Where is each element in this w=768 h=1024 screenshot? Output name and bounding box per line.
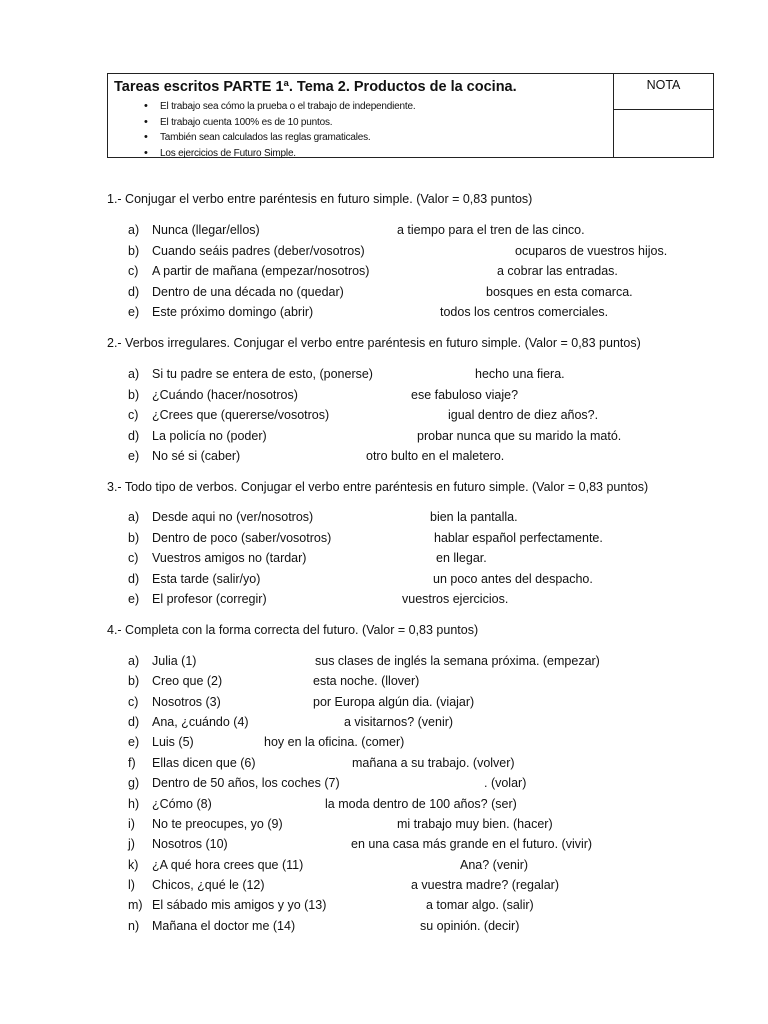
item-label: e) bbox=[128, 305, 140, 319]
item-prompt: Desde aqui no (ver/nosotros) bbox=[152, 510, 314, 524]
item-label: c) bbox=[128, 695, 139, 709]
header-table bbox=[107, 73, 714, 158]
page-title: Tareas escritos PARTE 1ª. Tema 2. Productos de la cocina. bbox=[114, 79, 517, 95]
item-prompt: Mañana el doctor me (14) bbox=[152, 919, 296, 933]
item-continuation: Ana? (venir) bbox=[460, 858, 529, 872]
item-continuation: bien la pantalla. bbox=[430, 510, 518, 524]
item-continuation: un poco antes del despacho. bbox=[433, 572, 593, 586]
item-continuation: otro bulto en el maletero. bbox=[366, 449, 505, 463]
item-prompt: Cuando seáis padres (deber/vosotros) bbox=[152, 244, 365, 258]
item-continuation: hoy en la oficina. (comer) bbox=[264, 735, 405, 749]
item-continuation: ese fabuloso viaje? bbox=[411, 388, 519, 402]
item-prompt: Chicos, ¿qué le (12) bbox=[152, 878, 265, 892]
item-prompt: Creo que (2) bbox=[152, 674, 223, 688]
item-label: a) bbox=[128, 654, 140, 668]
item-continuation: por Europa algún dia. (viajar) bbox=[313, 695, 475, 709]
item-prompt: El profesor (corregir) bbox=[152, 592, 267, 606]
item-prompt: Esta tarde (salir/yo) bbox=[152, 572, 261, 586]
exercise-title-4: 4.- Completa con la forma correcta del futuro. (Valor = 0,83 puntos) bbox=[107, 623, 479, 637]
item-label: d) bbox=[128, 429, 140, 443]
item-continuation: bosques en esta comarca. bbox=[486, 285, 633, 299]
item-prompt: Si tu padre se entera de esto, (ponerse) bbox=[152, 367, 373, 381]
item-continuation: mi trabajo muy bien. (hacer) bbox=[397, 817, 553, 831]
item-prompt: Nunca (llegar/ellos) bbox=[152, 223, 260, 237]
item-continuation: sus clases de inglés la semana próxima. (empezar) bbox=[315, 654, 600, 668]
item-label: m) bbox=[128, 898, 143, 912]
item-continuation: vuestros ejercicios. bbox=[402, 592, 509, 606]
item-prompt: Dentro de una década no (quedar) bbox=[152, 285, 344, 299]
item-continuation: ocuparos de vuestros hijos. bbox=[515, 244, 668, 258]
item-continuation: a tomar algo. (salir) bbox=[426, 898, 534, 912]
item-label: f) bbox=[128, 756, 136, 770]
item-label: l) bbox=[128, 878, 135, 892]
item-label: j) bbox=[128, 837, 135, 851]
item-label: a) bbox=[128, 223, 140, 237]
item-prompt: ¿Crees que (quererse/vosotros) bbox=[152, 408, 330, 422]
item-continuation: mañana a su trabajo. (volver) bbox=[352, 756, 515, 770]
item-label: a) bbox=[128, 367, 140, 381]
item-continuation: la moda dentro de 100 años? (ser) bbox=[325, 797, 517, 811]
item-prompt: Nosotros (10) bbox=[152, 837, 228, 851]
item-prompt: Ana, ¿cuándo (4) bbox=[152, 715, 249, 729]
item-prompt: Luis (5) bbox=[152, 735, 194, 749]
item-label: b) bbox=[128, 244, 140, 258]
item-label: c) bbox=[128, 551, 139, 565]
instructions-list bbox=[108, 99, 415, 161]
item-label: g) bbox=[128, 776, 140, 790]
item-prompt: La policía no (poder) bbox=[152, 429, 267, 443]
item-continuation: hecho una fiera. bbox=[475, 367, 565, 381]
instruction-item: • Los ejercicios de Futuro Simple. bbox=[160, 146, 415, 162]
instruction-item: • El trabajo sea cómo la prueba o el trabajo de independiente. bbox=[160, 99, 415, 115]
item-continuation: en una casa más grande en el futuro. (vivir) bbox=[351, 837, 593, 851]
item-label: k) bbox=[128, 858, 139, 872]
instruction-item: • El trabajo cuenta 100% es de 10 puntos. bbox=[160, 115, 415, 131]
item-prompt: Nosotros (3) bbox=[152, 695, 221, 709]
item-continuation: probar nunca que su marido la mató. bbox=[417, 429, 622, 443]
item-label: c) bbox=[128, 264, 139, 278]
header-instructions-cell bbox=[108, 74, 614, 157]
item-continuation: su opinión. (decir) bbox=[420, 919, 520, 933]
item-continuation: a cobrar las entradas. bbox=[497, 264, 618, 278]
exercise-title-3: 3.- Todo tipo de verbos. Conjugar el verbo entre paréntesis en futuro simple. (Valor = 0,83 puntos) bbox=[107, 480, 649, 494]
item-continuation: a visitarnos? (venir) bbox=[344, 715, 454, 729]
item-prompt: Dentro de poco (saber/vosotros) bbox=[152, 531, 332, 545]
item-continuation: a vuestra madre? (regalar) bbox=[411, 878, 559, 892]
item-prompt: No sé si (caber) bbox=[152, 449, 241, 463]
instruction-item: • También sean calculados las reglas gramaticales. bbox=[160, 130, 415, 146]
item-label: i) bbox=[128, 817, 135, 831]
item-label: d) bbox=[128, 572, 140, 586]
item-prompt: Vuestros amigos no (tardar) bbox=[152, 551, 307, 565]
nota-grade-cell[interactable] bbox=[614, 110, 713, 157]
item-label: e) bbox=[128, 592, 140, 606]
item-label: e) bbox=[128, 735, 140, 749]
item-label: h) bbox=[128, 797, 140, 811]
item-continuation: esta noche. (llover) bbox=[313, 674, 420, 688]
item-continuation: todos los centros comerciales. bbox=[440, 305, 609, 319]
item-continuation: a tiempo para el tren de las cinco. bbox=[397, 223, 585, 237]
item-prompt: Julia (1) bbox=[152, 654, 197, 668]
nota-header-cell bbox=[614, 74, 713, 110]
nota-label: NOTA bbox=[646, 78, 681, 92]
item-label: b) bbox=[128, 674, 140, 688]
item-prompt: Dentro de 50 años, los coches (7) bbox=[152, 776, 340, 790]
item-continuation: en llegar. bbox=[436, 551, 487, 565]
exercise-title-1: 1.- Conjugar el verbo entre paréntesis en futuro simple. (Valor = 0,83 puntos) bbox=[107, 192, 533, 206]
item-prompt: El sábado mis amigos y yo (13) bbox=[152, 898, 327, 912]
item-prompt: ¿Cuándo (hacer/nosotros) bbox=[152, 388, 298, 402]
item-label: b) bbox=[128, 388, 140, 402]
item-prompt: A partir de mañana (empezar/nosotros) bbox=[152, 264, 370, 278]
item-continuation: hablar español perfectamente. bbox=[434, 531, 603, 545]
item-continuation: igual dentro de diez años?. bbox=[448, 408, 599, 422]
exercise-title-2: 2.- Verbos irregulares. Conjugar el verbo entre paréntesis en futuro simple. (Valor = 0,83 puntos) bbox=[107, 336, 641, 350]
item-label: d) bbox=[128, 715, 140, 729]
item-label: a) bbox=[128, 510, 140, 524]
item-prompt: Ellas dicen que (6) bbox=[152, 756, 256, 770]
item-prompt: ¿A qué hora crees que (11) bbox=[152, 858, 304, 872]
item-label: c) bbox=[128, 408, 139, 422]
item-prompt: Este próximo domingo (abrir) bbox=[152, 305, 314, 319]
item-prompt: ¿Cómo (8) bbox=[152, 797, 212, 811]
item-label: b) bbox=[128, 531, 140, 545]
item-continuation: . (volar) bbox=[484, 776, 527, 790]
item-prompt: No te preocupes, yo (9) bbox=[152, 817, 283, 831]
item-label: e) bbox=[128, 449, 140, 463]
item-label: d) bbox=[128, 285, 140, 299]
item-label: n) bbox=[128, 919, 140, 933]
